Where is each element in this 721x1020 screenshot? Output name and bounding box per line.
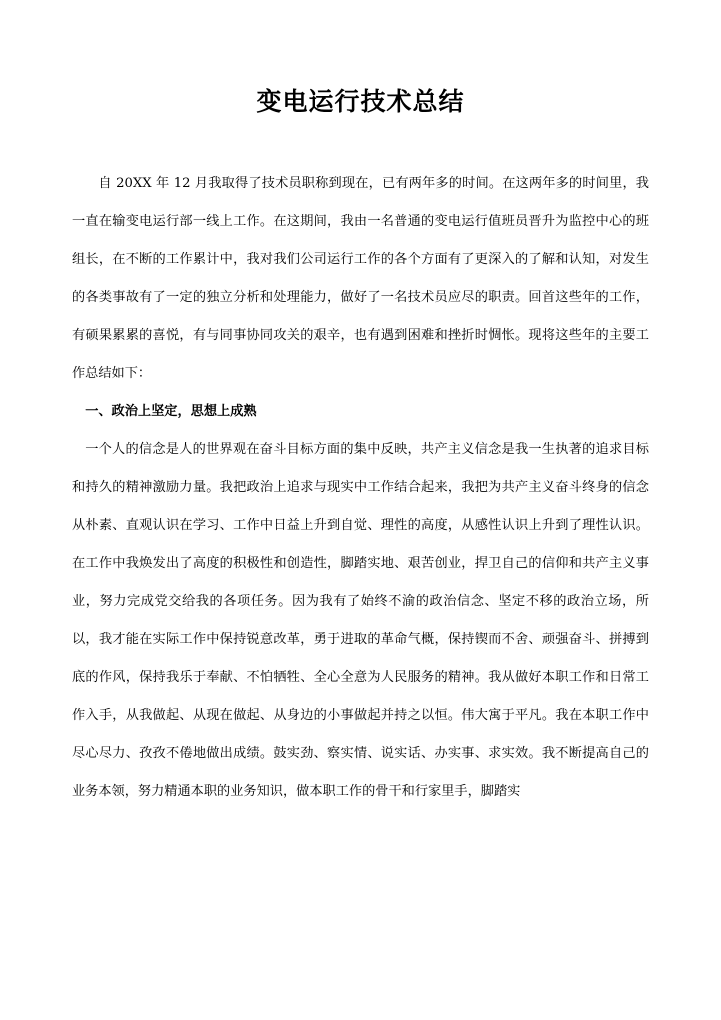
paragraph-section-1-body: 一个人的信念是人的世界观在奋斗目标方面的集中反映，共产主义信念是我一生执著的追求目标和持久的精神激励力量。我把政治上追求与现实中工作结合起来，我把为共产主义奋斗终身的信念从朴素、直观认识在学习、工作中日益上升到自觉、理性的高度，从感性认识上升到了理性认识。在工作中我焕发出了高度的积极性和创造性，脚踏实地、艰苦创业，捍卫自己的信仰和共产主义事业，努力完成党交给我的各项任务。因为我有了始终不渝的政治信念、坚定不移的政治立场，所以，我才能在实际工作中保持锐意改革，勇于进取的革命气概，保持锲而不舍、顽强奋斗、拼搏到底的作风，保持我乐于奉献、不怕牺牲、全心全意为人民服务的精神。我从做好本职工作和日常工作入手，从我做起、从现在做起、从身边的小事做起并持之以恒。伟大寓于平凡。我在本职工作中尽心尽力、孜孜不倦地做出成绩。鼓实劲、察实情、说实话、办实事、求实效。我不断提高自己的业务本领，努力精通本职的业务知识，做本职工作的骨干和行家里手，脚踏实 [72, 441, 649, 799]
section-heading-1: 一、政治上坚定，思想上成熟 [85, 403, 257, 419]
page-title: 变电运行技术总结 [256, 87, 465, 116]
paragraph-intro: 自 20XX 年 12 月我取得了技术员职称到现在，已有两年多的时间。在这两年多的时间里，我一直在输变电运行部一线上工作。在这期间，我由一名普通的变电运行值班员晋升为监控中心的班组长，在不断的工作累计中，我对我们公司运行工作的各个方面有了更深入的了解和认知，对发生的各类事故有了一定的独立分析和处理能力，做好了一名技术员应尽的职责。回首这些年的工作，有硕果累累的喜悦，有与同事协同攻关的艰辛，也有遇到困难和挫折时惆怅。现将这些年的主要工作总结如下： [72, 175, 649, 381]
document-body [72, 165, 649, 811]
